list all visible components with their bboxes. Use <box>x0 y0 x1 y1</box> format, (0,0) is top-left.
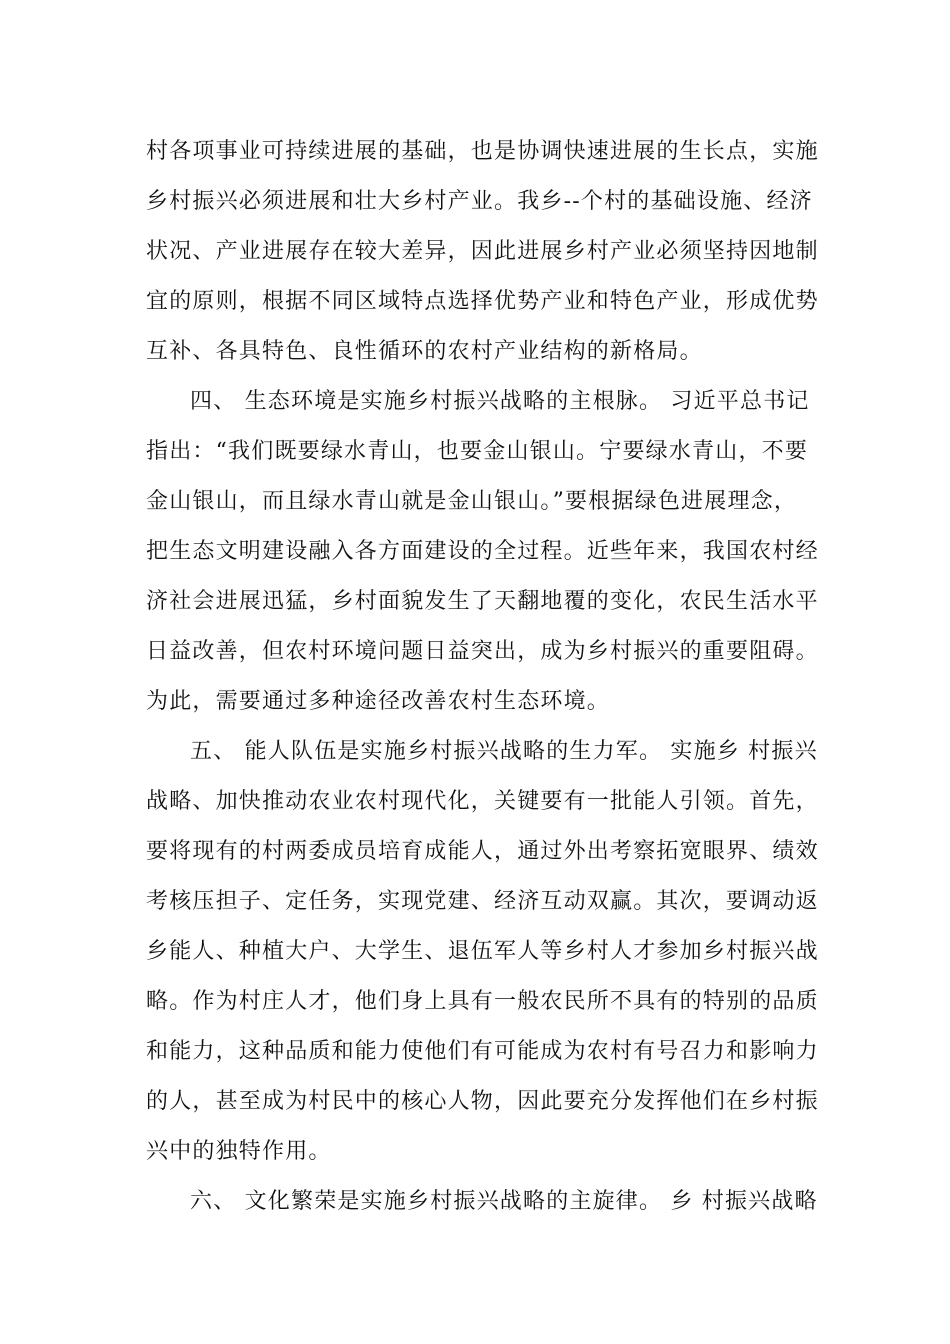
text-line: 状况、产业进展存在较大差异，因此进展乡村产业必须坚持因地制 <box>146 239 819 264</box>
text-line: 日益改善，但农村环境问题日益突出，成为乡村振兴的重要阻碍。 <box>146 639 819 664</box>
text-line: 济社会进展迅猛，乡村面貌发生了天翻地覆的变化，农民生活水平 <box>146 589 819 614</box>
text-line: 把生态文明建设融入各方面建设的全过程。近些年来，我国农村经 <box>146 539 819 564</box>
text-line: 指出：“我们既要绿水青山，也要金山银山。宁要绿水青山，不要 <box>146 439 809 464</box>
text-line: 村各项事业可持续进展的基础，也是协调快速进展的生长点，实施 <box>146 139 819 164</box>
text-line: 为此，需要通过多种途径改善农村生态环境。 <box>146 689 611 714</box>
text-line: 互补、各具特色、良性循环的农村产业结构的新格局。 <box>146 339 703 364</box>
text-line: 战略、加快推动农业农村现代化，关键要有一批能人引领。首先， <box>146 789 819 814</box>
text-line: 兴中的独特作用。 <box>146 1139 332 1164</box>
section-heading-5: 五、 能人队伍是实施乡村振兴战略的生力军。 实施乡 村振兴 <box>190 739 818 764</box>
text-line: 乡能人、种植大户、大学生、退伍军人等乡村人才参加乡村振兴战 <box>146 939 819 964</box>
text-line: 略。作为村庄人才，他们身上具有一般农民所不具有的特别的品质 <box>146 989 819 1014</box>
text-line: 和能力，这种品质和能力使他们有可能成为农村有号召力和影响力 <box>146 1039 819 1064</box>
section-heading-4: 四、 生态环境是实施乡村振兴战略的主根脉。 习近平总书记 <box>190 389 810 414</box>
text-line: 金山银山，而且绿水青山就是金山银山。”要根据绿色进展理念， <box>146 489 798 514</box>
text-line: 的人，甚至成为村民中的核心人物，因此要充分发挥他们在乡村振 <box>146 1089 819 1114</box>
text-line: 考核压担子、定任务，实现党建、经济互动双赢。其次，要调动返 <box>146 889 819 914</box>
text-line: 要将现有的村两委成员培育成能人，通过外出考察拓宽眼界、绩效 <box>146 839 819 864</box>
text-line: 宜的原则，根据不同区域特点选择优势产业和特色产业，形成优势 <box>146 289 819 314</box>
section-heading-6: 六、 文化繁荣是实施乡村振兴战略的主旋律。 乡 村振兴战略 <box>190 1189 818 1214</box>
text-line: 乡村振兴必须进展和壮大乡村产业。我乡--个村的基础设施、经济 <box>146 189 813 214</box>
